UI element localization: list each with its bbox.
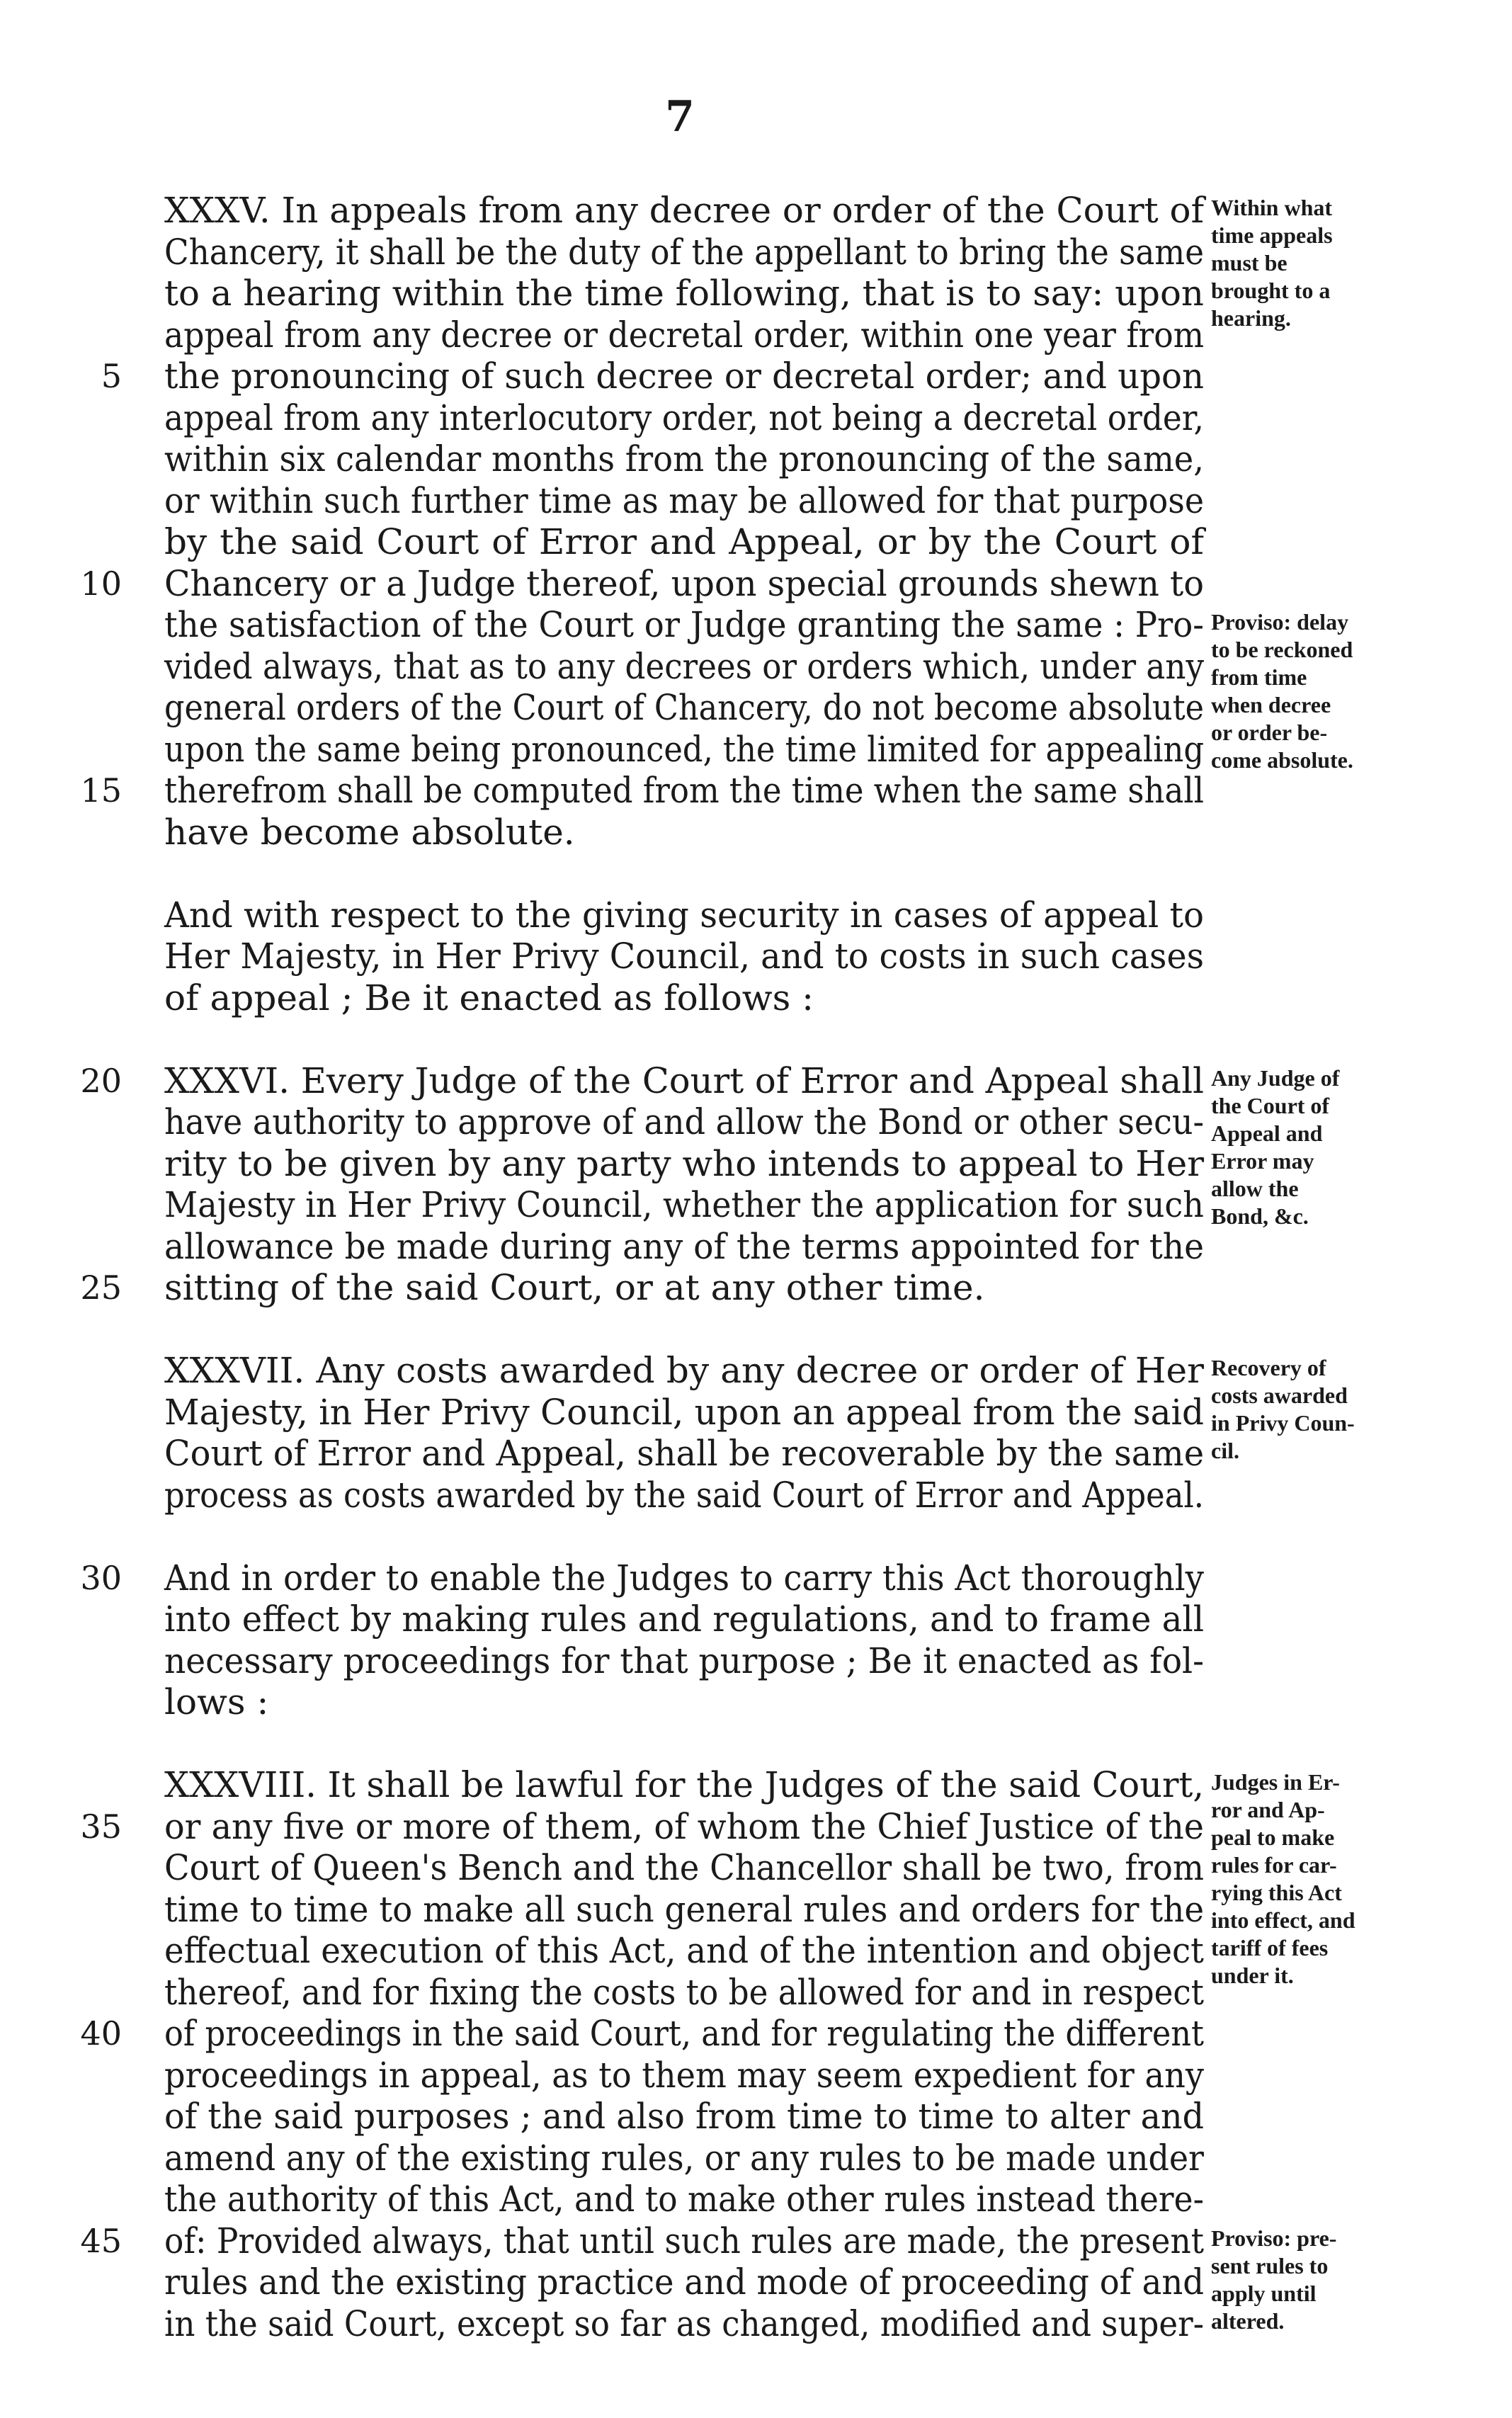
margin-note: Recovery of costs awarded in Privy Coun- cil. xyxy=(1211,1355,1355,1463)
text-line xyxy=(164,687,1204,729)
text-line xyxy=(164,1681,1204,1723)
text-line xyxy=(164,1889,1204,1931)
line-text: have authority to approve of and allow the Bond or other secu- xyxy=(164,1101,1205,1142)
line-text: XXXVII. Any costs awarded by any decree or order of Her xyxy=(164,1350,1205,1391)
line-text: or any five or more of them, of whom the Chief Justice of the xyxy=(164,1805,1204,1847)
page-number: 7 xyxy=(665,92,695,142)
line-text: general orders of the Court of Chancery, do not become absolute xyxy=(164,687,1204,728)
text-line xyxy=(80,2013,1204,2055)
line-text: Her Majesty, in Her Privy Council, and to costs in such cases xyxy=(164,936,1204,977)
line-text: Chancery or a Judge thereof, upon special grounds shewn to xyxy=(164,562,1204,604)
text-line xyxy=(164,438,1204,480)
line-text: amend any of the existing rules, or any rules to be made under xyxy=(164,2137,1205,2179)
text-line xyxy=(164,2261,1204,2303)
line-number: 5 xyxy=(101,357,122,395)
line-text: rity to be given by any party who intends to appeal to Her xyxy=(164,1142,1205,1184)
text-line xyxy=(164,1184,1204,1226)
text-line xyxy=(164,1764,1204,1806)
line-text: XXXVI. Every Judge of the Court of Error and Appeal shall xyxy=(164,1060,1204,1101)
text-line xyxy=(164,2179,1204,2220)
line-text: proceedings in appeal, as to them may seem expedient for any xyxy=(164,2054,1204,2096)
line-text: or within such further time as may be allowed for that purpose xyxy=(164,479,1205,521)
line-text: by the said Court of Error and Appeal, or by the Court of xyxy=(164,521,1204,562)
line-text: allowance be made during any of the terms appointed for the xyxy=(164,1225,1205,1267)
text-line xyxy=(164,646,1204,688)
line-number: 40 xyxy=(80,2014,122,2053)
text-line xyxy=(101,356,1205,397)
text-line xyxy=(164,190,1204,232)
paragraph-gap xyxy=(164,853,1204,895)
text-line xyxy=(164,1350,1204,1392)
line-text: And with respect to the giving security in cases of appeal to xyxy=(164,894,1205,936)
text-line xyxy=(164,1972,1204,2014)
line-text: XXXV. In appeals from any decree or order of the Court of xyxy=(164,190,1205,231)
line-text: of the said purposes ; and also from time to time to alter and xyxy=(164,2096,1205,2137)
text-line xyxy=(164,1475,1204,1516)
text-line xyxy=(164,2096,1204,2138)
line-number: 25 xyxy=(80,1268,122,1307)
text-line xyxy=(164,314,1204,356)
line-number: 10 xyxy=(80,564,122,603)
text-line xyxy=(164,1640,1204,1682)
text-line xyxy=(164,232,1204,273)
line-text: lows : xyxy=(164,1681,269,1722)
text-line xyxy=(164,1930,1204,1972)
line-text: appeal from any interlocutory order, not being a decretal order, xyxy=(164,397,1204,438)
margin-note: Within what time appeals must be brought to a hearing. xyxy=(1211,195,1333,331)
line-text: have become absolute. xyxy=(164,811,575,853)
text-line xyxy=(80,1805,1204,1848)
line-text: into effect by making rules and regulations, and to frame all xyxy=(164,1599,1205,1640)
line-text: upon the same being pronounced, the time limited for appealing xyxy=(164,728,1205,770)
text-line xyxy=(80,1557,1204,1599)
text-line xyxy=(164,1847,1204,1889)
line-number: 35 xyxy=(80,1807,122,1846)
text-line xyxy=(80,1060,1204,1102)
text-line xyxy=(164,812,1204,853)
text-line xyxy=(164,895,1204,936)
text-line xyxy=(164,273,1204,314)
line-text: thereof, and for fixing the costs to be allowed for and in respect xyxy=(164,1971,1205,2013)
line-text: of proceedings in the said Court, and for regulating the different xyxy=(164,2013,1204,2054)
line-text: necessary proceedings for that purpose ; Be it enacted as fol- xyxy=(164,1640,1204,1681)
text-line xyxy=(164,1433,1204,1475)
line-text: XXXVIII. It shall be lawful for the Judges of the said Court, xyxy=(164,1764,1204,1805)
margin-note: Judges in Er- ror and Ap- peal to make rules for car- rying this Act into effect, and tariff of fees under it. xyxy=(1211,1769,1355,1988)
margin-note: Proviso: pre- sent rules to apply until altered. xyxy=(1211,2225,1337,2334)
paragraph-gap xyxy=(164,1723,1204,1765)
text-line xyxy=(164,397,1204,439)
line-number: 30 xyxy=(80,1558,122,1597)
text-line xyxy=(164,1226,1204,1268)
line-text: the authority of this Act, and to make other rules instead there- xyxy=(164,2179,1204,2220)
line-text: rules and the existing practice and mode of proceeding of and xyxy=(164,2261,1205,2303)
text-line xyxy=(164,2138,1204,2179)
text-line xyxy=(164,1143,1204,1185)
line-text: Court of Error and Appeal, shall be recoverable by the same xyxy=(164,1433,1205,1474)
line-text: time to time to make all such general rules and orders for the xyxy=(164,1888,1205,1930)
line-text: to a hearing within the time following, that is to say: upon xyxy=(164,273,1204,314)
line-text: vided always, that as to any decrees or orders which, under any xyxy=(164,645,1205,687)
line-text: Majesty in Her Privy Council, whether the application for such xyxy=(164,1184,1204,1225)
line-text: Chancery, it shall be the duty of the appellant to bring the same xyxy=(164,231,1204,273)
text-line xyxy=(80,770,1205,812)
line-text: within six calendar months from the pronouncing of the same, xyxy=(164,438,1205,479)
paragraph-gap xyxy=(164,1516,1204,1557)
line-number: 20 xyxy=(80,1061,122,1100)
line-text: of: Provided always, that until such rules are made, the present xyxy=(164,2220,1204,2261)
line-text: appeal from any decree or decretal order, within one year from xyxy=(164,314,1205,356)
text-line xyxy=(80,2220,1204,2262)
text-line xyxy=(164,729,1204,771)
statute-body-text xyxy=(80,190,1205,2344)
line-text: of appeal ; Be it enacted as follows : xyxy=(164,977,814,1018)
text-line xyxy=(164,936,1204,977)
text-line xyxy=(164,604,1204,646)
text-line xyxy=(164,480,1204,522)
line-text: the satisfaction of the Court or Judge granting the same : Pro- xyxy=(164,604,1205,645)
line-text: therefrom shall be computed from the time when the same shall xyxy=(164,770,1205,811)
margin-note: Proviso: delay to be reckoned from time when decree or order be- come absolute. xyxy=(1211,609,1353,773)
text-line xyxy=(164,2303,1204,2345)
line-text: the pronouncing of such decree or decretal order; and upon xyxy=(164,356,1205,397)
text-line xyxy=(164,521,1204,563)
line-text: in the said Court, except so far as changed, modified and super- xyxy=(164,2303,1204,2344)
paragraph-gap xyxy=(164,1309,1204,1351)
text-line xyxy=(164,1599,1204,1640)
line-text: Court of Queen's Bench and the Chancellor shall be two, from xyxy=(164,1847,1205,1888)
margin-note: Any Judge of the Court of Appeal and Error may allow the Bond, &c. xyxy=(1211,1065,1340,1229)
text-line xyxy=(164,1101,1204,1143)
line-text: sitting of the said Court, or at any other time. xyxy=(164,1267,985,1308)
text-line xyxy=(80,1267,1204,1309)
line-text: And in order to enable the Judges to carry this Act thoroughly xyxy=(164,1557,1204,1599)
text-line xyxy=(164,2055,1204,2096)
line-text: effectual execution of this Act, and of the intention and object xyxy=(164,1930,1204,1971)
line-number: 15 xyxy=(80,771,122,810)
paragraph-gap xyxy=(164,1018,1204,1060)
text-line xyxy=(164,1392,1204,1434)
line-text: Majesty, in Her Privy Council, upon an appeal from the said xyxy=(164,1391,1204,1433)
text-line xyxy=(80,562,1204,605)
text-line xyxy=(164,977,1204,1019)
line-text: process as costs awarded by the said Court of Error and Appeal. xyxy=(164,1474,1205,1516)
line-number: 45 xyxy=(80,2221,122,2260)
